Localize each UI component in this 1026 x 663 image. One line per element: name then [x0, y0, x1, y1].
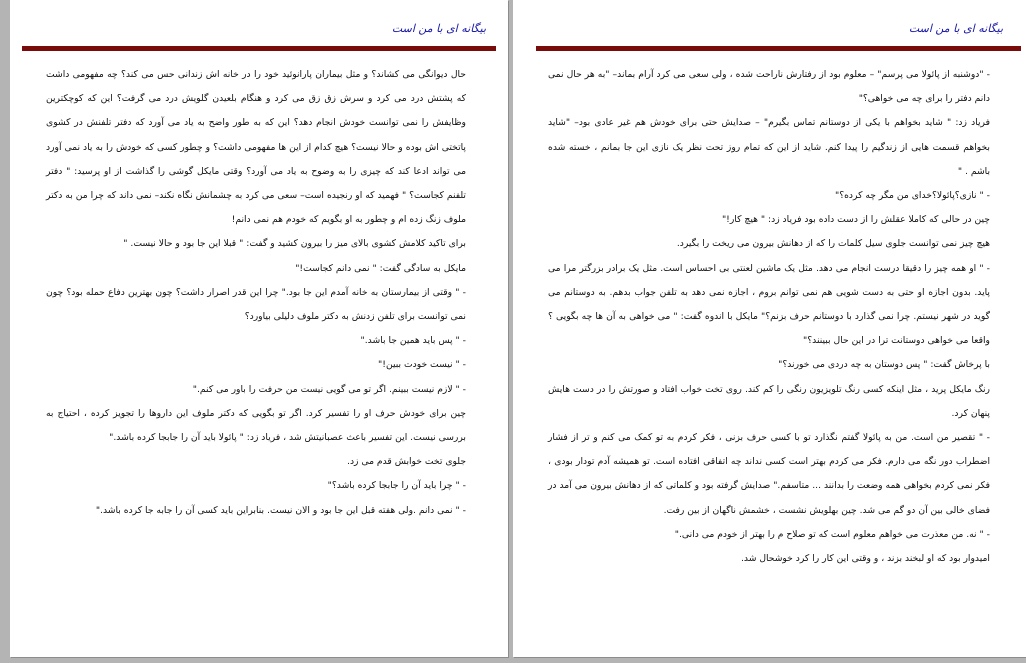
- paragraph: مایکل به سادگی گفت: " نمی دانم کجاست!": [295, 262, 466, 274]
- header-rule: [22, 46, 496, 51]
- header-rule: [536, 46, 1021, 51]
- paragraph: - "دوشنبه از پائولا می پرسم" – معلوم بود از رفتارش ناراحت شده ، ولی سعی می کرد آرام بماند– "به هر حال نمی دانم دفتر را برای چه می خواهی؟": [548, 69, 990, 105]
- paragraph: - " نه. من معذرت می خواهم معلوم است که تو صلاح م را بهتر از خودم می دانی.": [674, 528, 990, 540]
- paragraph: چین برای خودش حرف او را تفسیر کرد. اگر تو بگویی که دکتر ملوف این داروها را تجویز کرده ، احتیاج به بررسی نیست. این تفسیر باعث عصبانیتش شد ، فریاد زد: " پائولا باید آن را جابجا کرده باشد.": [46, 407, 466, 444]
- paragraph: - " نیست خودت ببین!": [378, 359, 466, 371]
- paragraph: فریاد زد: " شاید بخواهم با یکی از دوستانم تماس بگیرم" – صدایش حتی برای خودش هم غیر عادی بود– "شاید بخواهم قسمت هایی از زندگیم را پیدا کنم. شاید از این که تمام روز تحت نظر یک نازی این جا بمانم ، خسته شده باشم . ": [548, 117, 990, 177]
- paragraph: هیچ چیز نمی توانست جلوی سیل کلمات را که از دهانش بیرون می ریخت را بگیرد.: [676, 238, 990, 250]
- paragraph: - " وقتی از بیمارستان به خانه آمدم این جا بود." چرا این قدر اصرار داشت؟ چون بهترین دفاع حمله بود؟ چون نمی توانست برای تلفن زدنش به دکتر ملوف دلیلی بیاورد؟: [46, 286, 466, 323]
- paragraph: رنگ مایکل پرید ، مثل اینکه کسی رنگ تلویزیون رنگی را کم کند. روی تخت خواب افتاد و صورتش را در دست هایش پنهان کرد.: [548, 383, 990, 419]
- paragraph: - " لازم نیست ببینم. اگر تو می گویی نیست من حرفت را باور می کنم.": [192, 383, 466, 395]
- page-header-title: بیگانه ای با من است: [391, 22, 486, 35]
- page-header-title: بیگانه ای با من است: [908, 22, 1003, 35]
- paragraph: - " او همه چیز را دقیقا درست انجام می دهد. مثل یک ماشین لعنتی بی احساس است. مثل یک برادر بزرگتر مرا می پاید. بدون اجازه او حتی به دست شویی هم نمی توانم بروم ، اجازه نمی دهد به تلفن جواب بدهم. به دوستانم می گوید در شهر نیستم. چرا نمی گذارد با دوستانم حرف بزنم؟" مایکل با اندوه گفت: " می خواهی به آن ها چه بگویی ؟ واقعا می خواهی دوستانت ترا در این حال ببینند؟": [548, 262, 990, 347]
- paragraph: - " نمی دانم .ولی هفته قبل این جا بود و الان نیست. بنابراین باید کسی آن را جابه جا کرده باشد.": [95, 504, 466, 516]
- paragraph: - " چرا باید آن را جابجا کرده باشد؟": [327, 480, 466, 492]
- paragraph: با پرخاش گفت: " پس دوستان به چه دردی می خورند؟": [778, 359, 990, 371]
- paragraph: امیدوار بود که او لبخند بزند ، و وقتی این کار را کرد خوشحال شد.: [740, 553, 990, 565]
- paragraph: - " پس باید همین جا باشد.": [360, 335, 466, 347]
- page-left: [10, 0, 508, 657]
- paragraph: جلوی تخت خوابش قدم می زد.: [347, 456, 466, 468]
- page-body-text: [548, 63, 990, 571]
- page-right: [513, 0, 1026, 657]
- page-body-text: [46, 63, 466, 523]
- paragraph: - " تقصیر من است. من به پائولا گفتم نگذارد تو با کسی حرف بزنی ، فکر کردم به تو کمک می کنم و تر از فشار اضطراب دور نگه می دارم. فکر می کردم بهتر است کسی نداند چه اتفاقی افتاده است. تو همیشه آدم تودار بودی ، فکر نمی کردم بخواهی همه وضعت را بدانند ... متاسفم." صدایش گرفته بود و کلماتی که از دهانش بیرون می آمد در فضای خالی بین آن دو گم می شد. چین بهلویش نشست ، خشمش ناگهان از بین رفت.: [548, 432, 990, 516]
- paragraph: برای تاکید کلامش کشوی بالای میز را بیرون کشید و گفت: " قبلا این جا بود و حالا نیست. ": [123, 238, 466, 250]
- paragraph: چین در حالی که کاملا عقلش را از دست داده بود فریاد زد: " هیچ کار!": [721, 214, 990, 226]
- paragraph: - " نازی؟پائولا؟خدای من مگر چه کرده؟": [835, 190, 990, 202]
- paragraph: حال دیوانگی می کشاند؟ و مثل بیماران پارانوئید خود را در خانه اش زندانی حس می کند؟ چه مفهومی داشت که پشتش درد می کرد و سرش زق زق می کرد و هنگام بلعیدن گلویش درد می گرفت؟ این که کوچکترین وظایفش را نمی توانست خودش انجام دهد؟ این که به طور واضح به یاد می آورد که دفتر تلفنش در کشوی پاتختی اش بوده و حالا نیست؟ هیچ کدام از این ها مفهومی داشت؟ و چطور کسی که خودش را به یاد نمی آورد می تواند ادعا کند که چیزی را به وضوح به یاد می آورد؟ وقتی مایکل گوشی را گذاشت از او پرسید: " دفتر تلفنم کجاست؟ " فهمید که او رنجیده است– سعی می کرد به چشمانش نگاه نکند– نمی داند که چرا من به دکتر ملوف زنگ زده ام و چطور به او بگویم که خودم هم نمی دانم!: [46, 69, 466, 226]
